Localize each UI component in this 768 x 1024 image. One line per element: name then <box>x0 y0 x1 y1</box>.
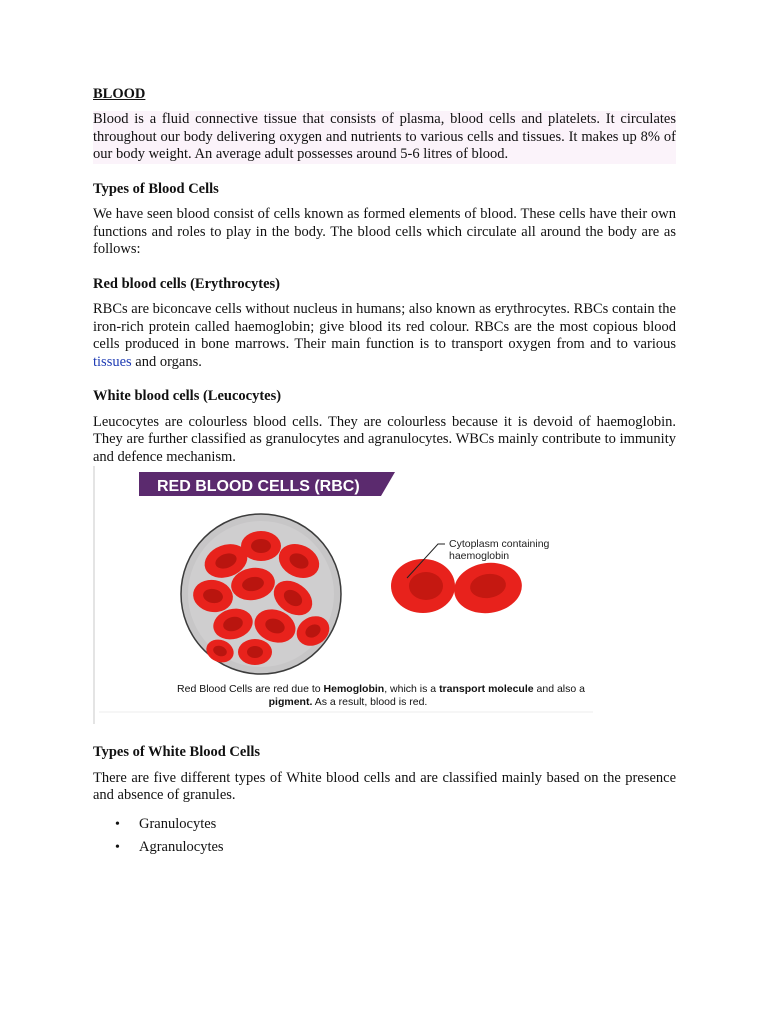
rbc-figure <box>93 466 593 724</box>
list-item: • Granulocytes <box>139 816 676 834</box>
rbc-cell <box>241 531 281 561</box>
figure-caption-line2: pigment. As a result, blood is red. <box>268 696 428 708</box>
wbc-heading: White blood cells (Leucocytes) <box>93 388 282 404</box>
wbc-types-section <box>93 744 676 863</box>
wbc-types-list <box>93 816 676 857</box>
rbc-single-cell <box>451 559 525 618</box>
list-item: • Agranulocytes <box>139 839 676 857</box>
rbc-text-b: and organs. <box>131 353 202 370</box>
wbc-types-paragraph: There are five different types of White blood cells and are classified mainly based on the presence and absence of granules. <box>93 769 676 803</box>
banner-title: RED BLOOD CELLS (RBC) <box>157 478 360 495</box>
page-title: BLOOD <box>93 86 146 102</box>
cytoplasm-label-2: haemoglobin <box>449 550 510 562</box>
wbc-types-heading: Types of White Blood Cells <box>93 744 261 760</box>
intro-paragraph: Blood is a fluid connective tissue that consists of plasma, blood cells and platelets. It circulates throughout our body delivering oxygen and nutrients to various cells and tissues. It makes up 8% of our body weight. An average adult possesses around 5-6 litres of blood. <box>93 111 676 162</box>
tissues-link[interactable]: tissues <box>93 353 132 370</box>
rbc-cell <box>238 639 272 665</box>
rbc-single-cell <box>391 559 455 613</box>
rbc-heading: Red blood cells (Erythrocytes) <box>93 275 280 292</box>
rbc-illustration <box>93 466 593 724</box>
rbc-paragraph <box>93 301 676 371</box>
cytoplasm-label-1: Cytoplasm containing <box>449 538 550 550</box>
document-body <box>93 86 676 466</box>
rbc-text-a: RBCs are biconcave cells without nucleus in humans; also known as erythrocytes. RBCs contain the iron-rich protein called haemoglobin; give blood its red colour. RBCs are the most copious blood cells produced in bone marrows. Their main function is to transport oxygen from and to various <box>93 301 676 352</box>
wbc-paragraph: Leucocytes are colourless blood cells. They are colourless because it is devoid of haemoglobin. They are further classified as granulocytes and agranulocytes. WBCs mainly contribute to immunity and defence mechanism. <box>93 413 676 465</box>
types-paragraph: We have seen blood consist of cells known as formed elements of blood. These cells have their own functions and roles to play in the body. The blood cells which circulate all around the body are as follows: <box>93 206 676 257</box>
types-heading: Types of Blood Cells <box>93 180 219 197</box>
figure-caption-line1: Red Blood Cells are red due to Hemoglobin, which is a transport molecule and also a <box>177 683 585 695</box>
